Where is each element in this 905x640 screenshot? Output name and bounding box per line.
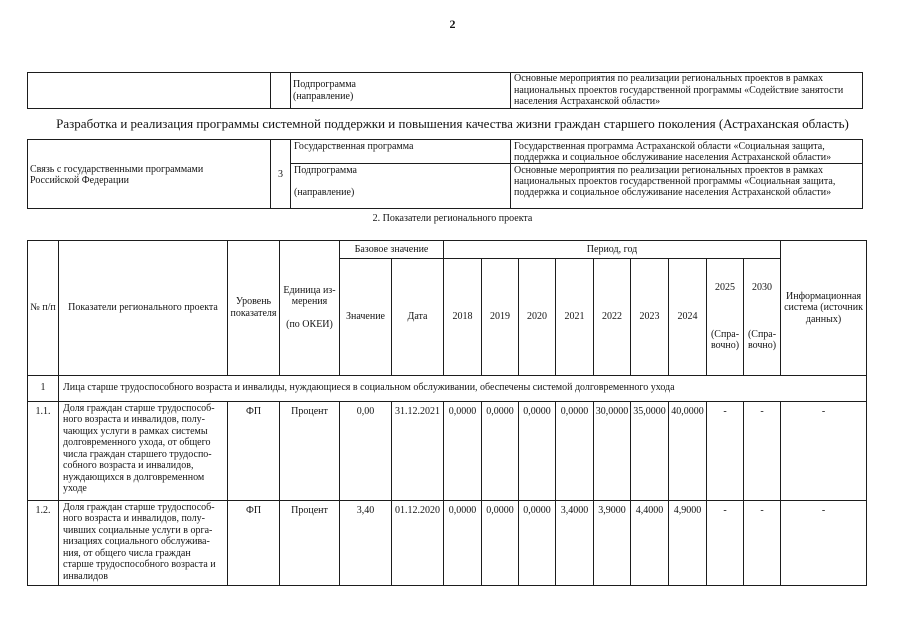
year-value: 3,4000 bbox=[556, 500, 594, 585]
header-year: 2018 bbox=[444, 259, 482, 376]
links-label: Связь с государственными программами Российской Федерации bbox=[28, 140, 271, 209]
year-value: 35,0000 bbox=[631, 401, 669, 500]
base-date: 31.12.2021 bbox=[392, 401, 444, 500]
info-system-value: - bbox=[781, 401, 867, 500]
info-system-value: - bbox=[781, 500, 867, 585]
header-level: Уровень показателя bbox=[228, 241, 280, 376]
year-value: - bbox=[744, 500, 781, 585]
header-year: 2023 bbox=[631, 259, 669, 376]
indicator-row bbox=[28, 500, 867, 585]
group-row bbox=[28, 375, 867, 401]
year-value: 0,0000 bbox=[556, 401, 594, 500]
empty-cell bbox=[28, 73, 271, 109]
header-year: 2019 bbox=[482, 259, 519, 376]
header-year-note: (Спра- вочно) bbox=[710, 328, 740, 351]
header-unit: Единица из- мерения (по ОКЕИ) bbox=[280, 241, 340, 376]
header-year-reference bbox=[707, 259, 744, 376]
year-value: 30,0000 bbox=[594, 401, 631, 500]
base-date: 01.12.2020 bbox=[392, 500, 444, 585]
year-value: 4,4000 bbox=[631, 500, 669, 585]
indicators-body bbox=[28, 375, 867, 585]
indicator-unit: Процент bbox=[280, 401, 340, 500]
header-row bbox=[28, 241, 867, 259]
header-year-reference bbox=[744, 259, 781, 376]
base-value: 3,40 bbox=[340, 500, 392, 585]
subprogram-type-label: Подпрограмма (направление) bbox=[291, 73, 511, 109]
indicator-name: Доля граждан старше трудоспособ- ного возраста и инвалидов, полу- чающих услуги в рамках системы долговременного ухода, от общего числа граждан старшего трудоспо- собного возраста и инвалидов, нуждающихся в долговременном уходе bbox=[59, 401, 228, 500]
header-indicator-name: Показатели регионального проекта bbox=[59, 241, 228, 376]
year-value: - bbox=[707, 401, 744, 500]
links-number: 3 bbox=[271, 140, 291, 209]
year-value: 3,9000 bbox=[594, 500, 631, 585]
indicators-header bbox=[28, 241, 867, 376]
links-row bbox=[28, 140, 863, 164]
indicator-unit: Процент bbox=[280, 500, 340, 585]
indicator-level: ФП bbox=[228, 401, 280, 500]
header-period: Период, год bbox=[444, 241, 781, 259]
links-table-body bbox=[28, 140, 863, 209]
links-table bbox=[27, 139, 863, 209]
links-value: Основные мероприятия по реализации региональных проектов в рамках национальных проектов государственной программы «Социальная защита, поддержка и социальное обслуживание населения Астраханской области» bbox=[511, 164, 863, 209]
year-value: 0,0000 bbox=[482, 500, 519, 585]
links-value: Государственная программа Астраханской области «Социальная защита, поддержка и социальное обслуживание населения Астраханской области» bbox=[511, 140, 863, 164]
header-year: 2020 bbox=[519, 259, 556, 376]
indicator-level: ФП bbox=[228, 500, 280, 585]
group-number: 1 bbox=[28, 375, 59, 401]
indicator-row bbox=[28, 401, 867, 500]
links-type-label: Подпрограмма (направление) bbox=[291, 164, 511, 209]
header-year-label: 2025 bbox=[715, 282, 735, 293]
empty-cell bbox=[271, 73, 291, 109]
group-title: Лица старше трудоспособного возраста и инвалиды, нуждающиеся в социальном обслуживании, обеспечены системой долговременного ухода bbox=[59, 375, 867, 401]
year-value: 0,0000 bbox=[444, 500, 482, 585]
header-year-note: (Спра- вочно) bbox=[747, 328, 777, 351]
subprogram-value: Основные мероприятия по реализации региональных проектов в рамках национальных проектов государственной программы «Содействие занятости населения Астраханской области» bbox=[511, 73, 863, 109]
header-year: 2024 bbox=[669, 259, 707, 376]
year-value: 0,0000 bbox=[444, 401, 482, 500]
header-year-label: 2030 bbox=[752, 282, 773, 293]
page-number: 2 bbox=[449, 17, 456, 31]
links-type-label: Государственная программа bbox=[291, 140, 511, 164]
subprogram-table bbox=[27, 72, 863, 109]
year-value: - bbox=[744, 401, 781, 500]
indicator-number: 1.2. bbox=[28, 500, 59, 585]
year-value: 0,0000 bbox=[519, 401, 556, 500]
header-number: № п/п bbox=[28, 241, 59, 376]
indicator-number: 1.1. bbox=[28, 401, 59, 500]
year-value: 4,9000 bbox=[669, 500, 707, 585]
base-value: 0,00 bbox=[340, 401, 392, 500]
header-year: 2022 bbox=[594, 259, 631, 376]
year-value: 40,0000 bbox=[669, 401, 707, 500]
indicators-table bbox=[27, 240, 867, 586]
header-year: 2021 bbox=[556, 259, 594, 376]
header-base-value: Значение bbox=[340, 259, 392, 376]
section-title: 2. Показатели регионального проекта bbox=[372, 213, 533, 224]
header-base-date: Дата bbox=[392, 259, 444, 376]
year-value: 0,0000 bbox=[519, 500, 556, 585]
indicator-name: Доля граждан старше трудоспособ- ного возраста и инвалидов, полу- чивших социальные услуги в орга- низациях социального обслужива- ния, от общего числа граждан старше трудоспособного возраста и инвалидов bbox=[59, 500, 228, 585]
year-value: - bbox=[707, 500, 744, 585]
header-base: Базовое значение bbox=[340, 241, 444, 259]
subprogram-row bbox=[28, 73, 863, 109]
header-info-system: Информационная система (источник данных) bbox=[781, 241, 867, 376]
year-value: 0,0000 bbox=[482, 401, 519, 500]
subprogram-table-body bbox=[28, 73, 863, 109]
project-title: Разработка и реализация программы системной поддержки и повышения качества жизни граждан старшего поколения (Астраханская область) bbox=[56, 116, 849, 131]
